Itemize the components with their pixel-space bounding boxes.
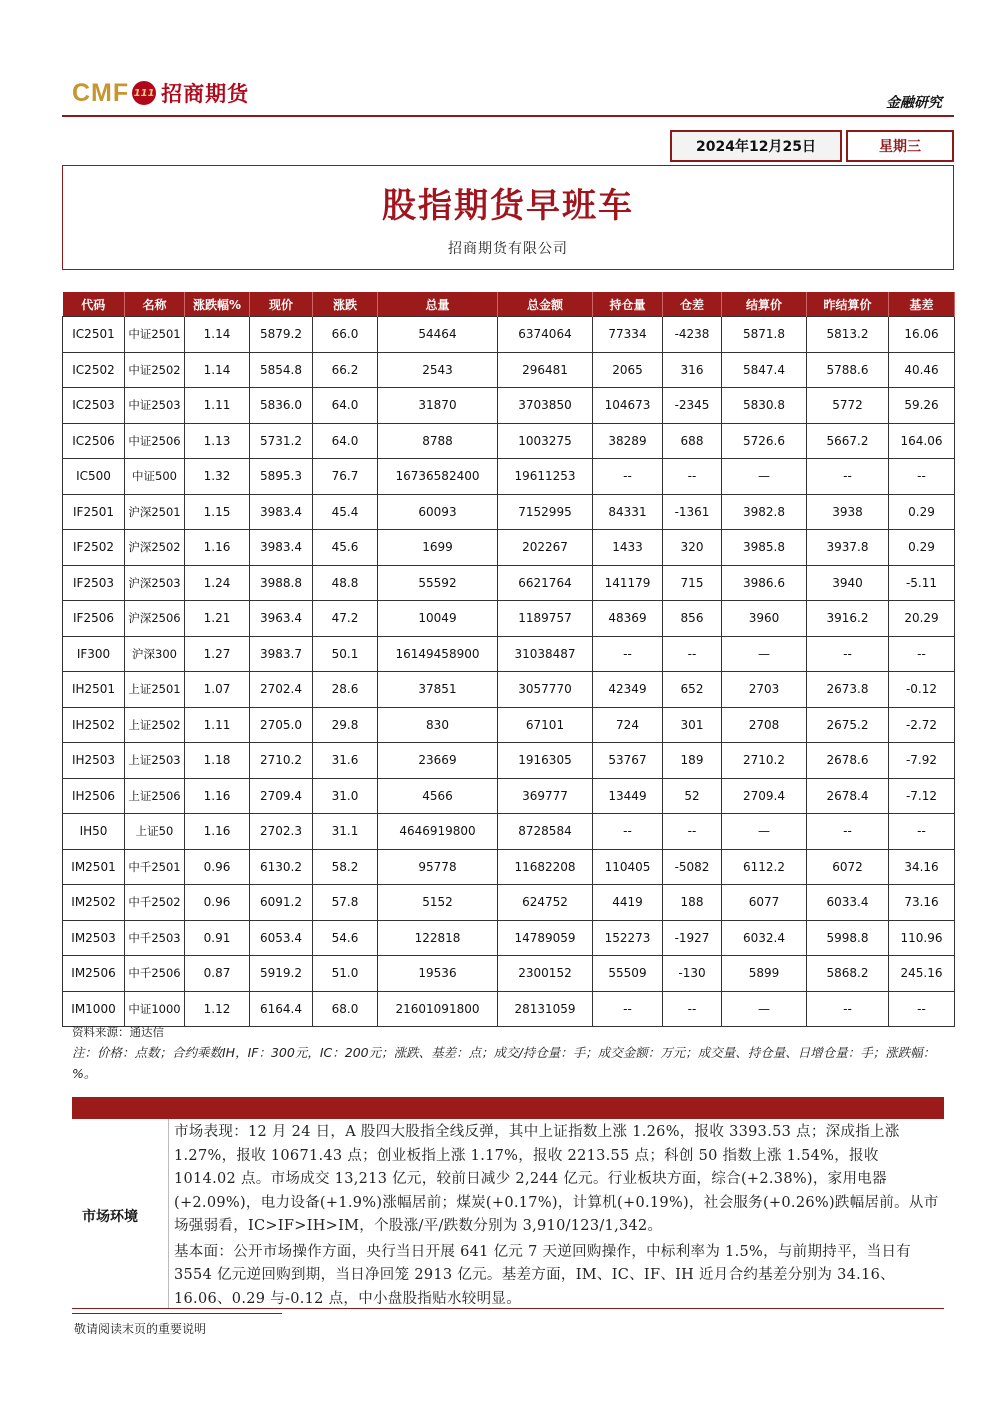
cell-oi-change: -4238 [663, 317, 722, 353]
cell-name: 中千2502 [125, 885, 185, 921]
cell-open-interest: -- [593, 636, 663, 672]
cell-code: IM2502 [63, 885, 125, 921]
cell-oi-change: -1361 [663, 494, 722, 530]
cell-change: 45.4 [313, 494, 378, 530]
table-row [63, 743, 955, 779]
market-performance-paragraph: 市场表现：12 月 24 日，A 股四大股指全线反弹，其中上证指数上涨 1.26%，报收 3393.53 点；深成指上涨 1.27%，报收 10671.43 点；创业板指上涨 1.17%，报收 2213.55 点；科创 50 指数上涨 1.54%，报收 1014.02 点。市场成交 13,213 亿元，较前日减少 2,244 亿元。行业板块方面，综合(+2.38%)，家用电器(+2.09%)，电力设备(+1.9%)涨幅居前；煤炭(+0.17%)，计算机(+0.19%)，社会服务(+0.26%)跌幅居前。从市场强弱看，IC>IF>IH>IM，个股涨/平/跌数分别为 3,910/123/1,342。 [174, 1124, 939, 1234]
cell-turnover: 11682208 [498, 849, 593, 885]
cell-open-interest: 42349 [593, 672, 663, 708]
cell-open-interest: 104673 [593, 388, 663, 424]
cell-settle: 5847.4 [722, 352, 807, 388]
table-row [63, 885, 955, 921]
footer-disclaimer: 敬请阅读末页的重要说明 [74, 1322, 207, 1336]
cell-oi-change: 856 [663, 601, 722, 637]
cell-prev-settle: 2678.4 [807, 778, 889, 814]
cell-price: 3983.4 [250, 494, 313, 530]
table-row [63, 423, 955, 459]
cell-volume: 830 [378, 707, 498, 743]
cell-open-interest: 141179 [593, 565, 663, 601]
cell-oi-change: 52 [663, 778, 722, 814]
cell-volume: 16736582400 [378, 459, 498, 495]
cell-turnover: 624752 [498, 885, 593, 921]
table-body [63, 317, 955, 1027]
column-header-code: 代码 [63, 292, 125, 317]
cell-volume: 54464 [378, 317, 498, 353]
cell-change-pct: 1.11 [185, 707, 250, 743]
cell-open-interest: 77334 [593, 317, 663, 353]
cell-prev-settle: 2675.2 [807, 707, 889, 743]
section-divider [168, 1119, 169, 1309]
cell-prev-settle: 6033.4 [807, 885, 889, 921]
cell-settle: — [722, 459, 807, 495]
cell-price: 3983.4 [250, 530, 313, 566]
section-bar [72, 1097, 944, 1119]
cell-prev-settle: -- [807, 636, 889, 672]
cell-settle: 3986.6 [722, 565, 807, 601]
cell-settle: — [722, 991, 807, 1027]
cell-oi-change: -- [663, 814, 722, 850]
logo-company-name: 招商期货 [161, 82, 250, 106]
cell-code: IM2503 [63, 920, 125, 956]
futures-quote-table [62, 292, 955, 1027]
logo-emblem-icon: 111 [132, 81, 156, 105]
cell-oi-change: -2345 [663, 388, 722, 424]
cell-price: 5895.3 [250, 459, 313, 495]
column-header-prev-settle: 昨结算价 [807, 292, 889, 317]
cell-change: 47.2 [313, 601, 378, 637]
cell-code: IM2501 [63, 849, 125, 885]
cell-volume: 31870 [378, 388, 498, 424]
cell-code: IM1000 [63, 991, 125, 1027]
cell-open-interest: 84331 [593, 494, 663, 530]
cell-change-pct: 1.16 [185, 530, 250, 566]
cell-turnover: 14789059 [498, 920, 593, 956]
cell-basis: 20.29 [889, 601, 955, 637]
cell-change-pct: 1.24 [185, 565, 250, 601]
cell-change-pct: 1.14 [185, 317, 250, 353]
cell-prev-settle: 5772 [807, 388, 889, 424]
column-header-turnover: 总金额 [498, 292, 593, 317]
cell-change: 28.6 [313, 672, 378, 708]
cell-open-interest: -- [593, 991, 663, 1027]
cell-settle: 5871.8 [722, 317, 807, 353]
cell-settle: — [722, 636, 807, 672]
cell-prev-settle: 3940 [807, 565, 889, 601]
cell-name: 上证2506 [125, 778, 185, 814]
cell-turnover: 2300152 [498, 956, 593, 992]
cell-price: 3983.7 [250, 636, 313, 672]
cell-oi-change: 688 [663, 423, 722, 459]
cell-settle: 2710.2 [722, 743, 807, 779]
cell-name: 中证500 [125, 459, 185, 495]
cell-prev-settle: 6072 [807, 849, 889, 885]
cell-change: 66.2 [313, 352, 378, 388]
cell-code: IC2501 [63, 317, 125, 353]
cell-settle: 6032.4 [722, 920, 807, 956]
cell-open-interest: 110405 [593, 849, 663, 885]
cell-price: 5854.8 [250, 352, 313, 388]
cell-name: 中证2502 [125, 352, 185, 388]
cell-oi-change: -- [663, 636, 722, 672]
cell-code: IH2502 [63, 707, 125, 743]
cell-code: IC2503 [63, 388, 125, 424]
cell-name: 中证2501 [125, 317, 185, 353]
cell-change: 66.0 [313, 317, 378, 353]
cell-change-pct: 1.11 [185, 388, 250, 424]
column-header-name: 名称 [125, 292, 185, 317]
cell-change-pct: 1.14 [185, 352, 250, 388]
cell-turnover: 6621764 [498, 565, 593, 601]
table-row [63, 849, 955, 885]
cell-change-pct: 1.18 [185, 743, 250, 779]
cell-turnover: 6374064 [498, 317, 593, 353]
table-row [63, 530, 955, 566]
cell-oi-change: 188 [663, 885, 722, 921]
table-header-row [63, 292, 955, 317]
cell-price: 2705.0 [250, 707, 313, 743]
cell-price: 5879.2 [250, 317, 313, 353]
cell-oi-change: 301 [663, 707, 722, 743]
cell-name: 沪深2501 [125, 494, 185, 530]
cell-basis: -- [889, 636, 955, 672]
table-row [63, 601, 955, 637]
cell-open-interest: 724 [593, 707, 663, 743]
cell-price: 2710.2 [250, 743, 313, 779]
data-source: 资料来源：通达信 [72, 1025, 164, 1039]
cell-basis: 34.16 [889, 849, 955, 885]
cell-basis: 0.29 [889, 530, 955, 566]
cell-code: IH2506 [63, 778, 125, 814]
cell-change: 31.0 [313, 778, 378, 814]
cell-open-interest: 53767 [593, 743, 663, 779]
cell-turnover: 1189757 [498, 601, 593, 637]
cell-open-interest: 48369 [593, 601, 663, 637]
column-header-oi-change: 仓差 [663, 292, 722, 317]
cell-change: 68.0 [313, 991, 378, 1027]
cell-code: IC2502 [63, 352, 125, 388]
cell-volume: 19536 [378, 956, 498, 992]
cell-prev-settle: -- [807, 459, 889, 495]
cell-code: IM2506 [63, 956, 125, 992]
table-row [63, 778, 955, 814]
cell-change-pct: 1.12 [185, 991, 250, 1027]
cell-code: IH2501 [63, 672, 125, 708]
cell-turnover: 1003275 [498, 423, 593, 459]
cell-settle: 3960 [722, 601, 807, 637]
cell-change-pct: 0.87 [185, 956, 250, 992]
table-row [63, 388, 955, 424]
cell-volume: 16149458900 [378, 636, 498, 672]
table-row [63, 991, 955, 1027]
cell-turnover: 67101 [498, 707, 593, 743]
cell-code: IF2503 [63, 565, 125, 601]
cell-turnover: 369777 [498, 778, 593, 814]
table-row [63, 459, 955, 495]
cell-name: 中证2506 [125, 423, 185, 459]
cell-change: 45.6 [313, 530, 378, 566]
cell-basis: 110.96 [889, 920, 955, 956]
cell-basis: 40.46 [889, 352, 955, 388]
cell-basis: 73.16 [889, 885, 955, 921]
cell-volume: 4646919800 [378, 814, 498, 850]
cell-price: 2702.4 [250, 672, 313, 708]
cell-basis: -- [889, 459, 955, 495]
cell-code: IC2506 [63, 423, 125, 459]
cell-volume: 1699 [378, 530, 498, 566]
cell-change: 48.8 [313, 565, 378, 601]
cell-price: 6164.4 [250, 991, 313, 1027]
cell-volume: 2543 [378, 352, 498, 388]
cell-prev-settle: 2678.6 [807, 743, 889, 779]
cell-open-interest: 152273 [593, 920, 663, 956]
page-title: 股指期货早班车 [382, 186, 634, 226]
cell-prev-settle: 3938 [807, 494, 889, 530]
cell-change-pct: 0.91 [185, 920, 250, 956]
cell-change: 31.6 [313, 743, 378, 779]
header-divider [62, 115, 954, 117]
cell-change-pct: 1.16 [185, 778, 250, 814]
cell-volume: 8788 [378, 423, 498, 459]
cell-turnover: 3057770 [498, 672, 593, 708]
cell-turnover: 28131059 [498, 991, 593, 1027]
cell-basis: -7.12 [889, 778, 955, 814]
cell-price: 5731.2 [250, 423, 313, 459]
cell-turnover: 202267 [498, 530, 593, 566]
cell-price: 6130.2 [250, 849, 313, 885]
report-date: 2024年12月25日 [670, 130, 842, 162]
cell-name: 上证2503 [125, 743, 185, 779]
table-row [63, 352, 955, 388]
cell-code: IF2506 [63, 601, 125, 637]
cell-open-interest: 55509 [593, 956, 663, 992]
cell-oi-change: 316 [663, 352, 722, 388]
cell-volume: 10049 [378, 601, 498, 637]
cell-change-pct: 0.96 [185, 849, 250, 885]
cell-open-interest: -- [593, 459, 663, 495]
cell-prev-settle: -- [807, 991, 889, 1027]
cell-oi-change: -130 [663, 956, 722, 992]
cell-basis: -- [889, 814, 955, 850]
column-header-price: 现价 [250, 292, 313, 317]
cell-turnover: 3703850 [498, 388, 593, 424]
table-note: 注：价格：点数；合约乘数IH，IF：300元，IC：200元；涨跌、基差：点；成交/持仓量：手；成交金额：万元；成交量、持仓量、日增仓量：手；涨跌幅：%。 [72, 1045, 936, 1081]
cell-price: 2709.4 [250, 778, 313, 814]
cell-turnover: 31038487 [498, 636, 593, 672]
cell-change: 50.1 [313, 636, 378, 672]
cell-open-interest: 38289 [593, 423, 663, 459]
footer-divider [72, 1308, 944, 1309]
cell-open-interest: 1433 [593, 530, 663, 566]
cell-oi-change: -5082 [663, 849, 722, 885]
cell-open-interest: 2065 [593, 352, 663, 388]
title-panel [62, 165, 954, 270]
cell-prev-settle: 5998.8 [807, 920, 889, 956]
cell-change: 54.6 [313, 920, 378, 956]
cell-price: 2702.3 [250, 814, 313, 850]
cell-basis: 164.06 [889, 423, 955, 459]
cell-change-pct: 1.07 [185, 672, 250, 708]
company-logo [72, 78, 249, 108]
cell-settle: 6112.2 [722, 849, 807, 885]
cell-change: 31.1 [313, 814, 378, 850]
cell-price: 3988.8 [250, 565, 313, 601]
cell-name: 沪深300 [125, 636, 185, 672]
cell-name: 中千2501 [125, 849, 185, 885]
cell-name: 中千2503 [125, 920, 185, 956]
column-header-settle: 结算价 [722, 292, 807, 317]
cell-prev-settle: 5813.2 [807, 317, 889, 353]
report-weekday: 星期三 [846, 130, 954, 162]
column-header-open-interest: 持仓量 [593, 292, 663, 317]
table-row [63, 317, 955, 353]
cell-oi-change: 715 [663, 565, 722, 601]
cell-open-interest: -- [593, 814, 663, 850]
cell-change-pct: 1.16 [185, 814, 250, 850]
cell-change: 29.8 [313, 707, 378, 743]
market-section-label: 市场环境 [82, 1209, 138, 1225]
cell-volume: 37851 [378, 672, 498, 708]
table-row [63, 494, 955, 530]
cell-basis: -7.92 [889, 743, 955, 779]
cell-prev-settle: 5788.6 [807, 352, 889, 388]
cell-settle: 2708 [722, 707, 807, 743]
cell-oi-change: -- [663, 991, 722, 1027]
cell-change: 64.0 [313, 388, 378, 424]
cell-name: 沪深2503 [125, 565, 185, 601]
cell-name: 中证2503 [125, 388, 185, 424]
cell-settle: 3985.8 [722, 530, 807, 566]
cell-code: IF2502 [63, 530, 125, 566]
cell-name: 中千2506 [125, 956, 185, 992]
cell-volume: 21601091800 [378, 991, 498, 1027]
cell-change-pct: 1.15 [185, 494, 250, 530]
cell-turnover: 7152995 [498, 494, 593, 530]
cell-price: 6053.4 [250, 920, 313, 956]
cell-change: 58.2 [313, 849, 378, 885]
cell-prev-settle: -- [807, 814, 889, 850]
cell-code: IH2503 [63, 743, 125, 779]
cell-change-pct: 1.13 [185, 423, 250, 459]
table-row [63, 672, 955, 708]
cell-turnover: 8728584 [498, 814, 593, 850]
cell-prev-settle: 3916.2 [807, 601, 889, 637]
cell-settle: 5830.8 [722, 388, 807, 424]
table-row [63, 814, 955, 850]
cell-basis: 59.26 [889, 388, 955, 424]
cell-oi-change: 189 [663, 743, 722, 779]
cell-basis: -2.72 [889, 707, 955, 743]
column-header-basis: 基差 [889, 292, 955, 317]
table-row [63, 565, 955, 601]
cell-price: 5836.0 [250, 388, 313, 424]
cell-settle: 3982.8 [722, 494, 807, 530]
cell-name: 沪深2506 [125, 601, 185, 637]
cell-turnover: 19611253 [498, 459, 593, 495]
cell-settle: 2709.4 [722, 778, 807, 814]
cell-name: 上证50 [125, 814, 185, 850]
cell-basis: 16.06 [889, 317, 955, 353]
cell-settle: 2703 [722, 672, 807, 708]
column-header-volume: 总量 [378, 292, 498, 317]
cell-oi-change: 320 [663, 530, 722, 566]
cell-volume: 122818 [378, 920, 498, 956]
cell-settle: 6077 [722, 885, 807, 921]
logo-cmf-text: CMF [72, 78, 130, 107]
cell-name: 上证2502 [125, 707, 185, 743]
cell-oi-change: 652 [663, 672, 722, 708]
cell-change: 64.0 [313, 423, 378, 459]
cell-price: 6091.2 [250, 885, 313, 921]
cell-change: 57.8 [313, 885, 378, 921]
market-commentary [174, 1121, 944, 1313]
department-label: 金融研究 [886, 95, 942, 111]
cell-settle: 5899 [722, 956, 807, 992]
cell-turnover: 1916305 [498, 743, 593, 779]
cell-change-pct: 1.32 [185, 459, 250, 495]
cell-volume: 23669 [378, 743, 498, 779]
cell-change: 51.0 [313, 956, 378, 992]
cell-code: IH50 [63, 814, 125, 850]
cell-basis: -- [889, 991, 955, 1027]
cell-volume: 60093 [378, 494, 498, 530]
cell-name: 沪深2502 [125, 530, 185, 566]
cell-basis: -5.11 [889, 565, 955, 601]
cell-basis: 245.16 [889, 956, 955, 992]
table-row [63, 707, 955, 743]
cell-settle: — [722, 814, 807, 850]
cell-basis: -0.12 [889, 672, 955, 708]
column-header-change: 涨跌 [313, 292, 378, 317]
cell-price: 5919.2 [250, 956, 313, 992]
cell-change: 76.7 [313, 459, 378, 495]
cell-prev-settle: 2673.8 [807, 672, 889, 708]
cell-prev-settle: 5868.2 [807, 956, 889, 992]
cell-volume: 95778 [378, 849, 498, 885]
cell-oi-change: -1927 [663, 920, 722, 956]
table-row [63, 636, 955, 672]
column-header-change-pct: 涨跌幅% [185, 292, 250, 317]
cell-code: IF300 [63, 636, 125, 672]
cell-price: 3963.4 [250, 601, 313, 637]
cell-oi-change: -- [663, 459, 722, 495]
cell-volume: 5152 [378, 885, 498, 921]
cell-volume: 4566 [378, 778, 498, 814]
cell-turnover: 296481 [498, 352, 593, 388]
cell-code: IF2501 [63, 494, 125, 530]
cell-open-interest: 4419 [593, 885, 663, 921]
cell-code: IC500 [63, 459, 125, 495]
table-row [63, 956, 955, 992]
cell-change-pct: 1.27 [185, 636, 250, 672]
cell-basis: 0.29 [889, 494, 955, 530]
cell-settle: 5726.6 [722, 423, 807, 459]
footer-divider-short [72, 1313, 282, 1314]
cell-name: 上证2501 [125, 672, 185, 708]
fundamentals-paragraph: 基本面：公开市场操作方面，央行当日开展 641 亿元 7 天逆回购操作，中标利率为 1.5%，与前期持平，当日有 3554 亿元逆回购到期，当日净回笼 2913 亿元。基差方面，IM、IC、IF、IH 近月合约基差分别为 34.16、16.06、0.29 与-0.12 点，中小盘股指贴水较明显。 [174, 1243, 912, 1307]
cell-change-pct: 1.21 [185, 601, 250, 637]
cell-name: 中证1000 [125, 991, 185, 1027]
cell-prev-settle: 3937.8 [807, 530, 889, 566]
cell-open-interest: 13449 [593, 778, 663, 814]
table-row [63, 920, 955, 956]
company-name: 招商期货有限公司 [448, 241, 568, 257]
cell-change-pct: 0.96 [185, 885, 250, 921]
cell-prev-settle: 5667.2 [807, 423, 889, 459]
cell-volume: 55592 [378, 565, 498, 601]
